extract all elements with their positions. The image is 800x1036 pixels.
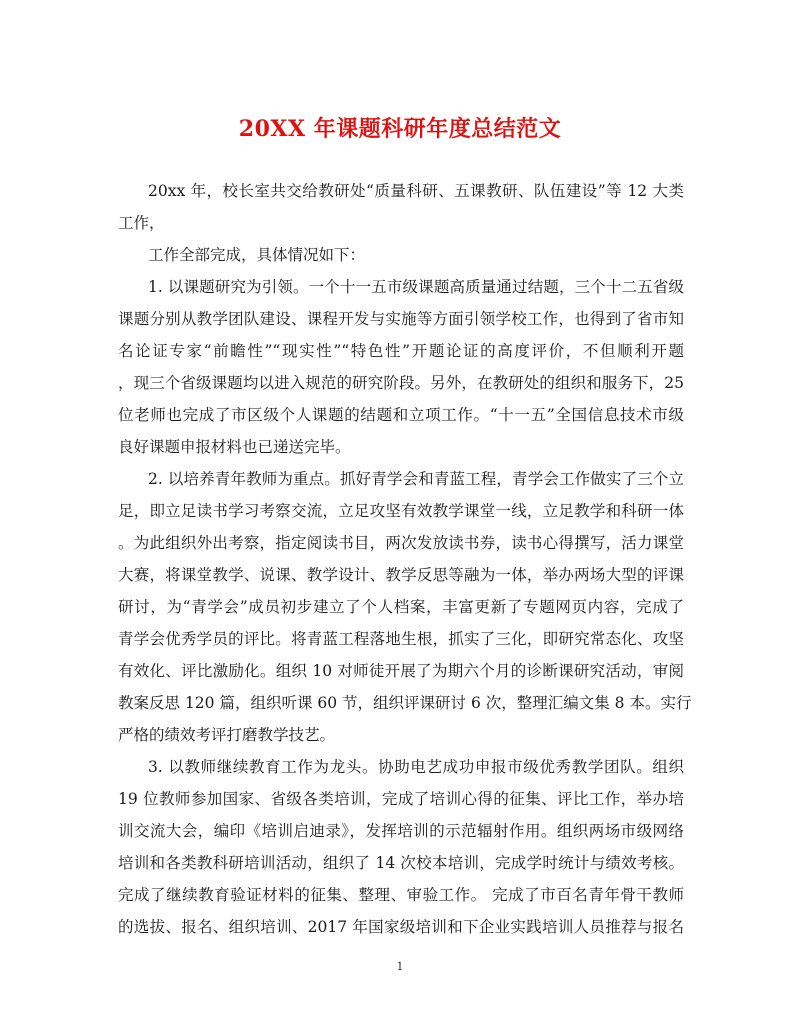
paragraph-line: 训交流大会，编印《培训启迪录》，发挥培训的示范辐射作用。组织两场市级网络 xyxy=(118,822,684,840)
paragraph-line: 19 位教师参加国家、省级各类培训，完成了培训心得的征集、评比工作，举办培 xyxy=(118,790,684,808)
paragraph-line: 工作， xyxy=(118,214,165,232)
paragraph-line: 良好课题申报材料也已递送完毕。 xyxy=(118,438,351,456)
paragraph-line: 3. 以教师继续教育工作为龙头。协助电艺成功申报市级优秀教学团队。组织 xyxy=(148,758,684,776)
paragraph-line: 20xx 年，校长室共交给教研处“质量科研、五课教研、队伍建设”等 12 大类 xyxy=(148,182,684,200)
page-number: 1 xyxy=(396,960,404,973)
paragraph-line: 课题分别从教学团队建设、课程开发与实施等方面引领学校工作，也得到了省市知 xyxy=(118,310,684,328)
paragraph-line: 大赛，将课堂教学、说课、教学设计、教学反思等融为一体，举办两场大型的评课 xyxy=(118,566,684,584)
paragraph-line: 完成了继续教育验证材料的征集、整理、审验工作。 完成了市百名青年骨干教师 xyxy=(118,886,684,904)
paragraph-line: 研讨，为“青学会”成员初步建立了个人档案，丰富更新了专题网页内容，完成了 xyxy=(118,598,684,616)
paragraph-line: 工作全部完成，具体情况如下： xyxy=(148,246,366,264)
paragraph-line: 1. 以课题研究为引领。一个十一五市级课题高质量通过结题，三个十二五省级 xyxy=(148,278,684,296)
paragraph-line: 有效化、评比激励化。组织 10 对师徒开展了为期六个月的诊断课研究活动，审阅 xyxy=(118,662,684,680)
document-title: 20XX 年课题科研年度总结范文 xyxy=(238,116,562,142)
paragraph-line: 青学会优秀学员的评比。将青蓝工程落地生根，抓实了三化，即研究常态化、攻坚 xyxy=(118,630,684,648)
paragraph-line: ，现三个省级课题均以进入规范的研究阶段。另外，在教研处的组织和服务下，25 xyxy=(118,374,684,392)
paragraph-line: 。为此组织外出考察，指定阅读书目，两次发放读书券，读书心得撰写，活力课堂 xyxy=(118,534,684,552)
paragraph-line: 足，即立足读书学习考察交流，立足攻坚有效教学课堂一线，立足教学和科研一体 xyxy=(118,502,684,520)
paragraph-line: 名论证专家“前瞻性”“现实性”“特色性”开题论证的高度评价，不但顺利开题 xyxy=(118,342,684,360)
paragraph-line: 2. 以培养青年教师为重点。抓好青学会和青蓝工程，青学会工作做实了三个立 xyxy=(148,470,684,488)
paragraph-line: 位老师也完成了市区级个人课题的结题和立项工作。“十一五”全国信息技术市级 xyxy=(118,406,684,424)
paragraph-line: 培训和各类教科研培训活动，组织了 14 次校本培训，完成学时统计与绩效考核。 xyxy=(118,854,684,872)
paragraph-line: 的选拔、报名、组织培训、2017 年国家级培训和下企业实践培训人员推荐与报名 xyxy=(118,918,684,936)
paragraph-line: 教案反思 120 篇，组织听课 60 节，组织评课研讨 6 次，整理汇编文集 8 本。实行 xyxy=(118,694,692,712)
paragraph-line: 严格的绩效考评打磨教学技艺。 xyxy=(118,726,336,744)
